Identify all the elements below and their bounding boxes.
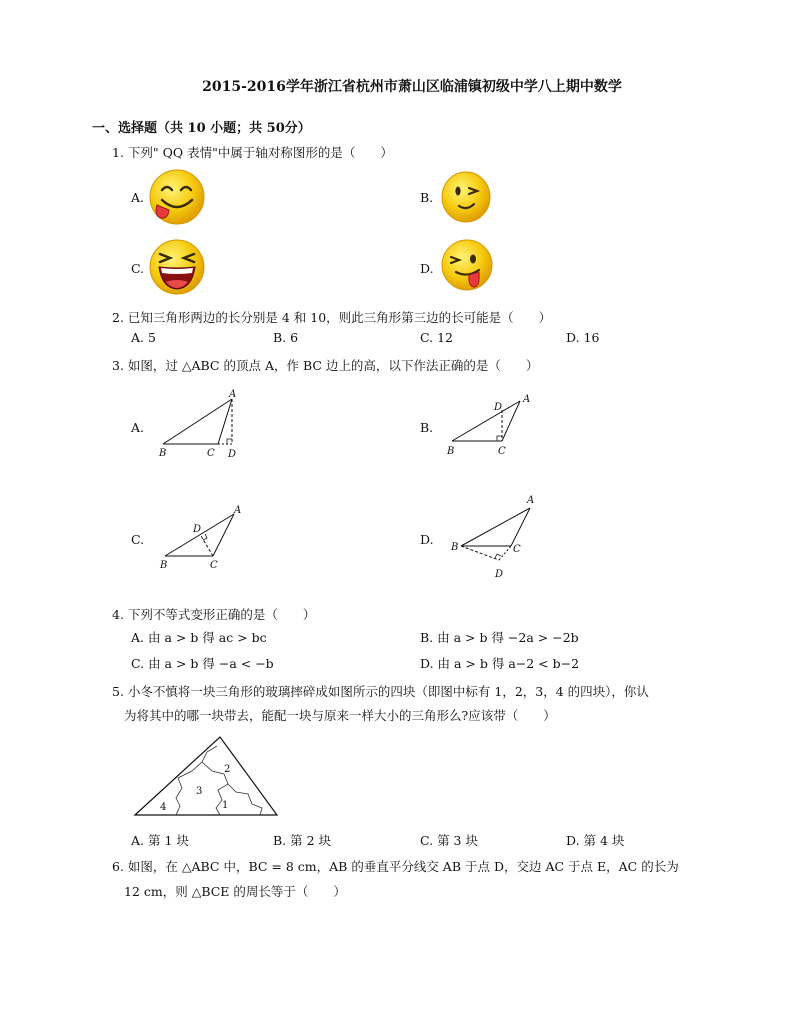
tri-d-label-d: D bbox=[495, 569, 504, 580]
crack-line-left bbox=[176, 746, 217, 815]
tri-a-label-b: B bbox=[159, 448, 167, 459]
q3-option-b-label: B. bbox=[420, 420, 434, 435]
q2-option-b: B. 6 bbox=[273, 330, 299, 345]
q5-option-d: D. 第 4 块 bbox=[566, 833, 625, 848]
piece-label-4: 4 bbox=[160, 802, 167, 813]
tri-d-ac-extension bbox=[499, 546, 511, 560]
section-heading: 一、选择题（共 10 小题；共 50分） bbox=[92, 121, 311, 136]
tri-d-label-b: B bbox=[451, 542, 459, 553]
q3-option-a-label: A. bbox=[131, 420, 145, 435]
tri-c-label-a: A bbox=[234, 505, 242, 516]
tri-d-label-c: C bbox=[513, 544, 521, 555]
piece-label-3: 3 bbox=[196, 786, 203, 797]
piece-label-2: 2 bbox=[224, 764, 231, 775]
tri-d-label-a: A bbox=[527, 495, 535, 506]
tri-a-label-d: D bbox=[228, 449, 237, 460]
question-4-stem: 4. 下列不等式变形正确的是（ ） bbox=[112, 607, 316, 622]
emoji-laughing-icon bbox=[148, 238, 206, 296]
piece-label-1: 1 bbox=[222, 800, 229, 811]
emoji-wink-tongue-icon bbox=[440, 238, 494, 294]
tri-b-label-a: A bbox=[523, 394, 531, 405]
q4-option-c: C. 由 a > b 得 −a < −b bbox=[131, 656, 274, 671]
q4-option-a: A. 由 a > b 得 ac > bc bbox=[131, 630, 267, 645]
q5-option-b: B. 第 2 块 bbox=[273, 833, 332, 848]
crack-line-right bbox=[228, 784, 262, 815]
tri-c-label-b: B bbox=[160, 560, 168, 571]
tri-c-right-angle bbox=[203, 534, 207, 540]
question-6-stem-line1: 6. 如图，在 △ABC 中，BC = 8 cm，AB 的垂直平分线交 AB 于点 D，交边 AC 于点 E，AC 的长为 bbox=[112, 859, 679, 874]
triangle-figure-d bbox=[445, 492, 540, 584]
q1-option-a-label: A. bbox=[131, 190, 145, 205]
q4-option-b: B. 由 a > b 得 −2a > −2b bbox=[420, 630, 579, 645]
tri-b-right-angle bbox=[497, 436, 502, 441]
broken-triangle-outline bbox=[135, 737, 277, 815]
question-5-stem-line1: 5. 小冬不慎将一块三角形的玻璃摔碎成如图所示的四块（即图中标有 1，2，3，4 的四块），你认 bbox=[112, 684, 649, 699]
tri-b-side-ab bbox=[452, 401, 520, 441]
q5-option-c: C. 第 3 块 bbox=[420, 833, 478, 848]
q1-option-d-label: D. bbox=[420, 261, 434, 276]
q1-option-c-label: C. bbox=[131, 261, 145, 276]
tri-c-height bbox=[201, 536, 213, 556]
q3-option-d-label: D. bbox=[420, 532, 434, 547]
tri-a-side-ac bbox=[218, 399, 232, 444]
tri-a-label-c: C bbox=[207, 448, 215, 459]
tri-b-label-c: C bbox=[498, 446, 506, 457]
tri-a-side-ab bbox=[163, 399, 232, 444]
emoji-wink-icon bbox=[440, 170, 492, 224]
question-2-stem: 2. 已知三角形两边的长分别是 4 和 10，则此三角形第三边的长可能是（ ） bbox=[112, 310, 552, 325]
tri-a-right-angle bbox=[227, 439, 232, 444]
tri-d-right-angle bbox=[495, 554, 501, 558]
triangle-figure-a bbox=[155, 388, 250, 463]
q4-option-d: D. 由 a > b 得 a−2 < b−2 bbox=[420, 656, 580, 671]
tri-a-label-a: A bbox=[229, 389, 237, 400]
tri-b-label-d: D bbox=[494, 402, 503, 413]
q2-option-d: D. 16 bbox=[566, 330, 600, 345]
q1-option-b-label: B. bbox=[420, 190, 434, 205]
q2-option-a: A. 5 bbox=[131, 330, 156, 345]
question-3-stem: 3. 如图，过 △ABC 的顶点 A，作 BC 边上的高，以下作法正确的是（ ） bbox=[112, 358, 539, 373]
page-title: 2015-2016学年浙江省杭州市萧山区临浦镇初级中学八上期中数学 bbox=[202, 79, 622, 95]
q3-option-c-label: C. bbox=[131, 532, 145, 547]
question-6-stem-line2: 12 cm，则 △BCE 的周长等于（ ） bbox=[124, 884, 346, 899]
tri-b-label-b: B bbox=[447, 446, 455, 457]
emoji-tongue-smile-icon bbox=[148, 168, 206, 226]
tri-d-perp-from-b bbox=[461, 546, 499, 560]
tri-d-side-ab bbox=[461, 508, 530, 546]
broken-triangle-figure bbox=[130, 732, 282, 820]
triangle-figure-b bbox=[443, 390, 538, 460]
tri-b-side-ac bbox=[502, 401, 520, 441]
tri-c-label-d: D bbox=[193, 524, 202, 535]
question-5-stem-line2: 为将其中的哪一块带去，能配一块与原来一样大小的三角形么?应该带（ ） bbox=[124, 708, 556, 723]
q2-option-c: C. 12 bbox=[420, 330, 453, 345]
q5-option-a: A. 第 1 块 bbox=[131, 833, 189, 848]
triangle-figure-c bbox=[155, 500, 250, 575]
question-1-stem: 1. 下列" QQ 表情"中属于轴对称图形的是（ ） bbox=[112, 145, 393, 160]
tri-c-label-c: C bbox=[210, 560, 218, 571]
